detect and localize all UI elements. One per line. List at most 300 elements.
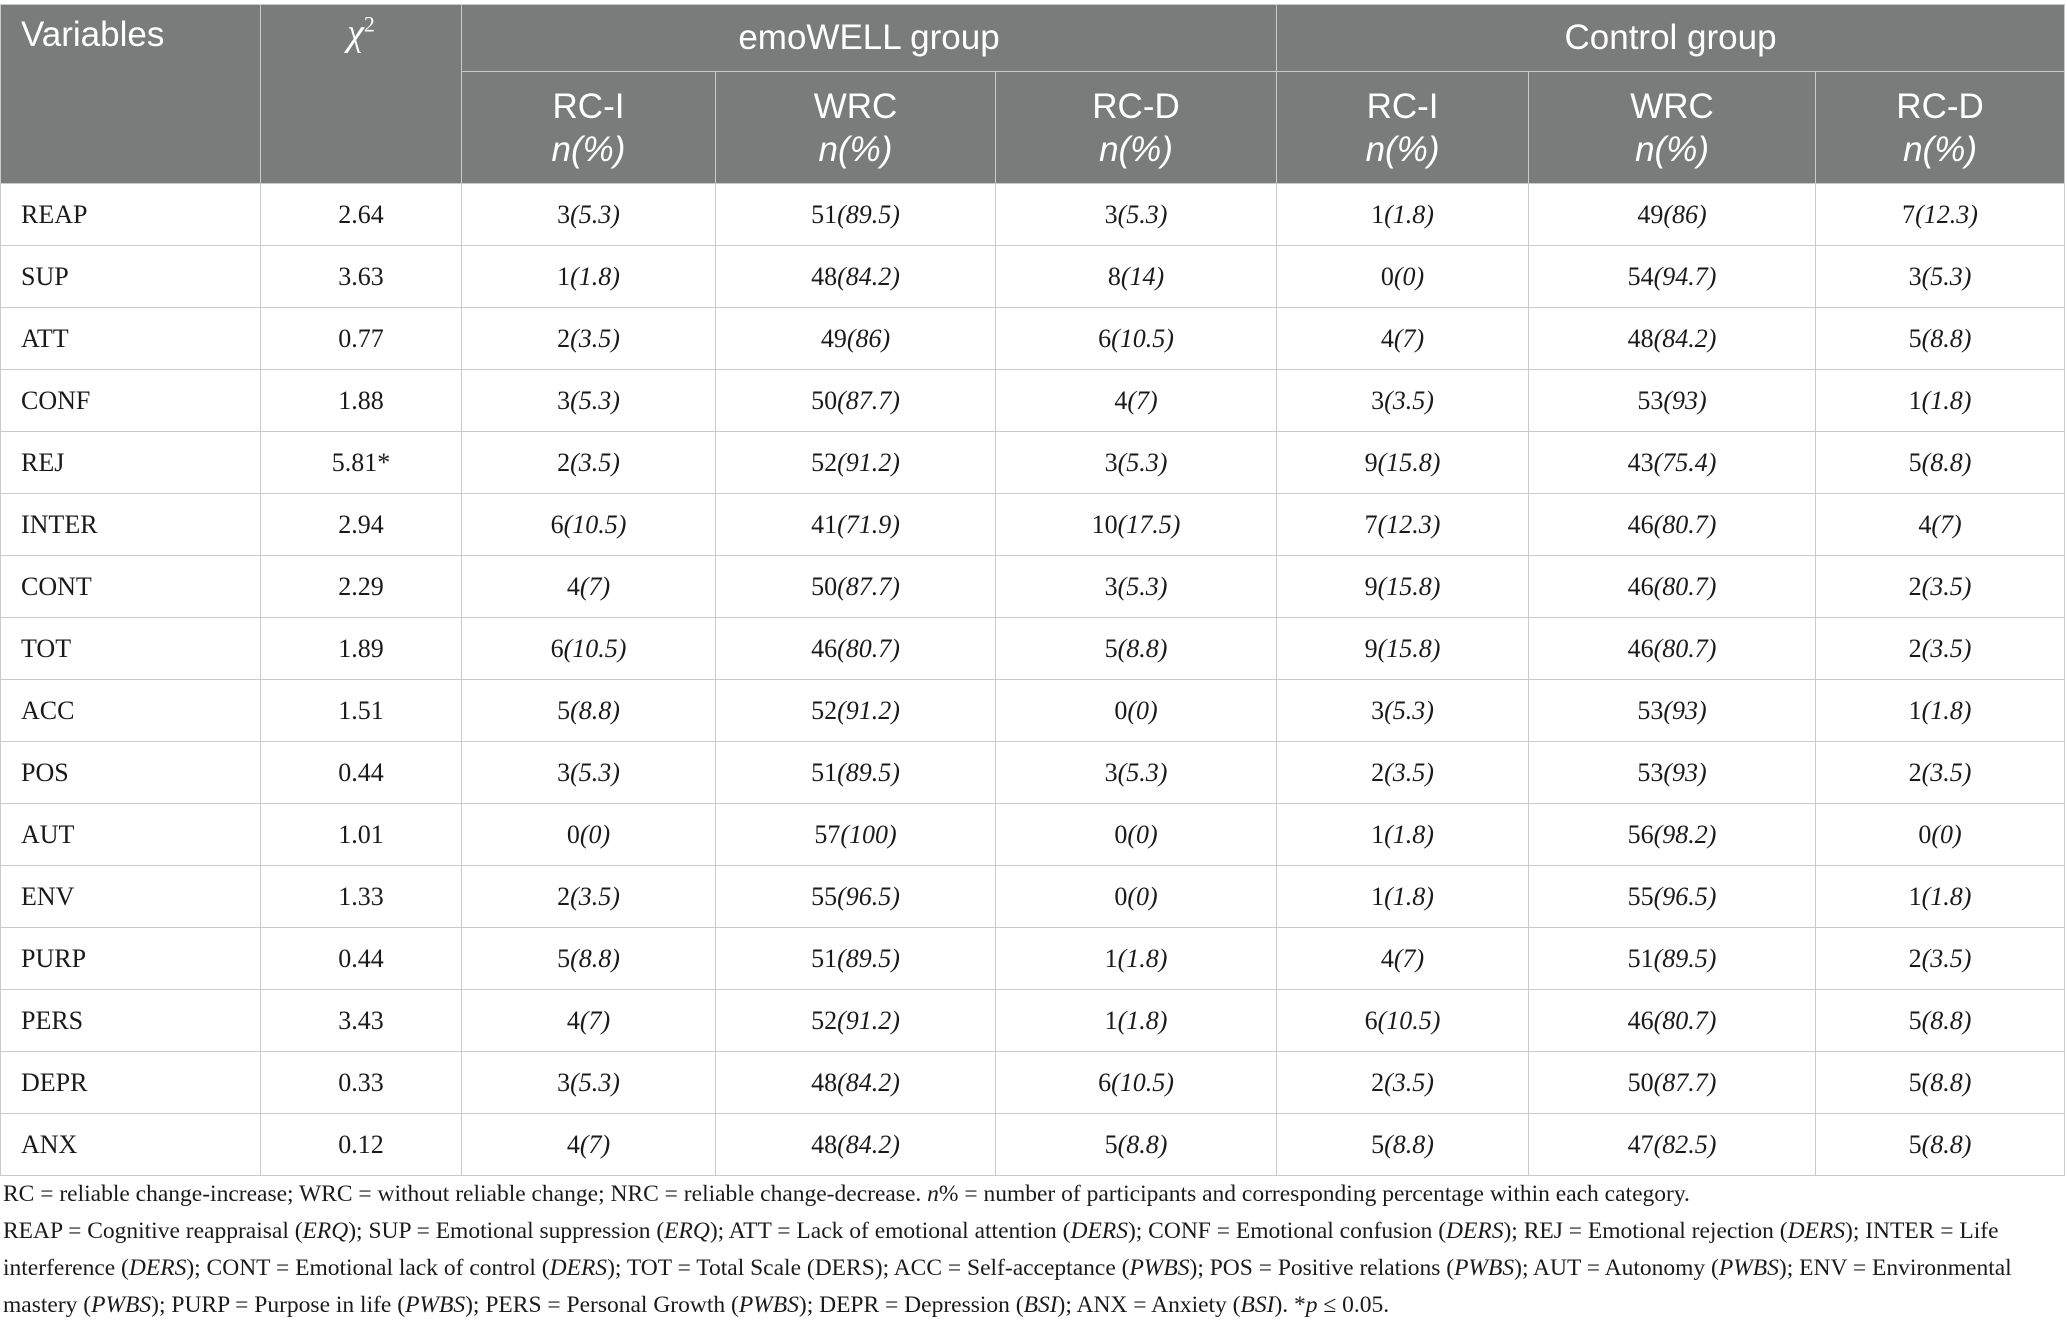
- cell-count: 2: [1908, 943, 1922, 973]
- cell-percent: (96.5): [837, 881, 900, 911]
- chi-superscript: 2: [363, 11, 375, 37]
- cell-variable: DEPR: [1, 1052, 261, 1114]
- cell-count-percent: [1816, 246, 2065, 308]
- cell-percent: (5.3): [1117, 571, 1168, 601]
- cell-count: 4: [1918, 509, 1932, 539]
- footnote-text: ); TOT = Total Scale (DERS); ACC = Self-acceptance (: [607, 1255, 1130, 1281]
- cell-percent: (3.5): [570, 323, 620, 353]
- cell-count-percent: [1816, 370, 2065, 432]
- cell-count: 48: [811, 1129, 838, 1159]
- cell-count: 10: [1091, 509, 1118, 539]
- table-row: [1, 432, 2065, 494]
- cell-count: 4: [1114, 385, 1128, 415]
- header-group-control: Control group: [1277, 5, 2065, 72]
- cell-percent: (1.8): [1384, 881, 1434, 911]
- cell-percent: (82.5): [1653, 1129, 1717, 1159]
- cell-percent: (3.5): [1921, 943, 1972, 973]
- footnote-abbreviations-change: [3, 1176, 2063, 1213]
- cell-chi-square: 3.63: [261, 246, 462, 308]
- table-row: [1, 556, 2065, 618]
- cell-percent: (91.2): [837, 695, 900, 725]
- cell-count: 50: [1627, 1067, 1654, 1097]
- cell-count-percent: [996, 246, 1277, 308]
- cell-variable: CONF: [1, 370, 261, 432]
- cell-count-percent: [996, 928, 1277, 990]
- cell-count: 8: [1107, 261, 1121, 291]
- table-row: [1, 990, 2065, 1052]
- footnote-text: ); INTER = Life interference (: [3, 1218, 1999, 1281]
- cell-count-percent: [996, 990, 1277, 1052]
- cell-count: 1: [1104, 943, 1118, 973]
- cell-count-percent: [1277, 1114, 1529, 1176]
- cell-percent: (87.7): [837, 571, 900, 601]
- footnote-italic-term: PWBS: [405, 1292, 466, 1318]
- header-chi-square: [261, 5, 462, 184]
- cell-count: 4: [1380, 323, 1394, 353]
- cell-percent: (7): [1931, 509, 1962, 539]
- subcolumn-unit: n(%): [551, 129, 626, 169]
- cell-count-percent: [996, 432, 1277, 494]
- cell-count-percent: [1277, 866, 1529, 928]
- footnote-text: ). *: [1274, 1292, 1306, 1318]
- subcolumn-unit: n(%): [1903, 129, 1977, 169]
- cell-count: 1: [1104, 1005, 1118, 1035]
- cell-count-percent: [716, 370, 996, 432]
- footnote-italic-term: PWBS: [1129, 1255, 1190, 1281]
- cell-percent: (7): [579, 571, 611, 601]
- cell-percent: (96.5): [1653, 881, 1717, 911]
- cell-percent: (84.2): [837, 261, 900, 291]
- cell-count: 9: [1364, 571, 1378, 601]
- cell-count-percent: [462, 308, 716, 370]
- cell-count-percent: [1277, 804, 1529, 866]
- cell-count: 6: [550, 509, 564, 539]
- footnote-abbreviations-variables: [3, 1213, 2063, 1324]
- subcolumn-label: RC-I: [552, 86, 625, 126]
- cell-percent: (80.7): [1653, 633, 1717, 663]
- cell-count-percent: [1816, 804, 2065, 866]
- cell-percent: (1.8): [1921, 881, 1972, 911]
- cell-count: 50: [811, 385, 838, 415]
- cell-count-percent: [1816, 1052, 2065, 1114]
- cell-count: 3: [557, 757, 571, 787]
- footnote-italic-term: DERS: [1446, 1218, 1504, 1244]
- cell-count: 46: [1627, 1005, 1654, 1035]
- cell-count: 1: [1908, 385, 1922, 415]
- cell-count-percent: [1529, 1052, 1816, 1114]
- cell-percent: (12.3): [1915, 199, 1978, 229]
- cell-count-percent: [1277, 680, 1529, 742]
- cell-count: 5: [1104, 633, 1118, 663]
- subcolumn-label: WRC: [813, 86, 898, 126]
- cell-percent: (1.8): [1921, 385, 1972, 415]
- header-subcolumn: [462, 72, 716, 184]
- cell-percent: (0): [1931, 819, 1962, 849]
- cell-count: 41: [811, 509, 838, 539]
- cell-percent: (3.5): [1921, 633, 1972, 663]
- cell-variable: TOT: [1, 618, 261, 680]
- cell-count: 48: [811, 1067, 838, 1097]
- cell-percent: (8.8): [1921, 1005, 1972, 1035]
- cell-count-percent: [716, 556, 996, 618]
- cell-chi-square: 1.01: [261, 804, 462, 866]
- cell-count-percent: [1277, 494, 1529, 556]
- cell-percent: (15.8): [1377, 633, 1441, 663]
- cell-count: 7: [1902, 199, 1916, 229]
- cell-count: 3: [1104, 757, 1118, 787]
- cell-count-percent: [716, 184, 996, 246]
- cell-count-percent: [462, 804, 716, 866]
- cell-percent: (0): [1393, 261, 1425, 291]
- cell-count: 1: [1371, 819, 1385, 849]
- footnote-italic-term: PWBS: [91, 1292, 152, 1318]
- cell-percent: (80.7): [837, 633, 900, 663]
- cell-variable: POS: [1, 742, 261, 804]
- cell-variable: REJ: [1, 432, 261, 494]
- cell-count-percent: [716, 1052, 996, 1114]
- footnote-italic-term: ERQ: [664, 1218, 710, 1244]
- cell-count-percent: [1277, 742, 1529, 804]
- footnote-italic-term: DERS: [549, 1255, 608, 1281]
- cell-count: 5: [1908, 323, 1922, 353]
- cell-percent: (75.4): [1653, 447, 1717, 477]
- cell-count-percent: [1277, 556, 1529, 618]
- header-variables-label: Variables: [21, 15, 165, 54]
- cell-percent: (1.8): [1384, 199, 1434, 229]
- cell-count-percent: [716, 618, 996, 680]
- table-body: [1, 184, 2065, 1176]
- footnote-italic-term: ERQ: [302, 1218, 349, 1244]
- cell-count: 52: [811, 695, 838, 725]
- cell-variable: PERS: [1, 990, 261, 1052]
- footnote-text: ); ANX = Anxiety (: [1057, 1292, 1241, 1318]
- cell-count-percent: [462, 1114, 716, 1176]
- cell-chi-square: 1.33: [261, 866, 462, 928]
- table-footnotes: [3, 1176, 2063, 1324]
- cell-count: 9: [1364, 633, 1378, 663]
- cell-percent: (8.8): [570, 943, 620, 973]
- cell-count: 55: [811, 881, 838, 911]
- cell-count: 54: [1627, 261, 1654, 291]
- cell-count-percent: [996, 184, 1277, 246]
- cell-percent: (0): [1127, 881, 1158, 911]
- cell-percent: (5.3): [1117, 757, 1168, 787]
- cell-percent: (0): [579, 819, 611, 849]
- header-subcolumn: [716, 72, 996, 184]
- footnote-text: REAP = Cognitive reappraisal (: [3, 1218, 303, 1244]
- table-row: [1, 308, 2065, 370]
- cell-count-percent: [1816, 184, 2065, 246]
- table-row: [1, 928, 2065, 990]
- table-row: [1, 866, 2065, 928]
- cell-count: 1: [1371, 881, 1385, 911]
- cell-chi-square: 2.29: [261, 556, 462, 618]
- cell-percent: (93): [1663, 385, 1707, 415]
- cell-count-percent: [1529, 1114, 1816, 1176]
- cell-count: 5: [557, 695, 571, 725]
- cell-count: 46: [1627, 633, 1654, 663]
- cell-percent: (91.2): [837, 447, 900, 477]
- reliable-change-table: [0, 4, 2065, 1176]
- cell-count: 2: [1371, 757, 1385, 787]
- cell-count-percent: [1529, 556, 1816, 618]
- cell-count: 4: [566, 571, 580, 601]
- cell-percent: (1.8): [1921, 695, 1972, 725]
- cell-count: 1: [1371, 199, 1385, 229]
- cell-percent: (5.3): [1117, 199, 1168, 229]
- cell-count: 3: [557, 385, 571, 415]
- cell-count-percent: [1529, 928, 1816, 990]
- cell-count-percent: [716, 866, 996, 928]
- cell-percent: (80.7): [1653, 509, 1717, 539]
- cell-count-percent: [462, 866, 716, 928]
- cell-count-percent: [1816, 680, 2065, 742]
- cell-count-percent: [1816, 742, 2065, 804]
- cell-count-percent: [462, 742, 716, 804]
- cell-count-percent: [1529, 370, 1816, 432]
- cell-count-percent: [1277, 432, 1529, 494]
- cell-count-percent: [1277, 618, 1529, 680]
- cell-percent: (89.5): [1653, 943, 1717, 973]
- cell-count-percent: [716, 680, 996, 742]
- cell-chi-square: 1.51: [261, 680, 462, 742]
- cell-count-percent: [996, 1052, 1277, 1114]
- table-row: [1, 618, 2065, 680]
- footnote-italic-term: n: [927, 1181, 939, 1207]
- cell-percent: (14): [1120, 261, 1165, 291]
- cell-percent: (7): [1393, 323, 1425, 353]
- subcolumn-label: RC-D: [1896, 86, 1984, 126]
- cell-count: 3: [557, 199, 571, 229]
- cell-count: 2: [1371, 1067, 1385, 1097]
- cell-count: 2: [557, 447, 571, 477]
- cell-count: 53: [1637, 385, 1664, 415]
- cell-count: 46: [1627, 571, 1654, 601]
- footnote-italic-term: PWBS: [1454, 1255, 1515, 1281]
- cell-variable: PURP: [1, 928, 261, 990]
- footnote-text: ); CONT = Emotional lack of control (: [186, 1255, 550, 1281]
- footnote-text: ); REJ = Emotional rejection (: [1503, 1218, 1788, 1244]
- cell-count: 55: [1627, 881, 1654, 911]
- cell-count-percent: [462, 1052, 716, 1114]
- footnote-text: RC = reliable change-increase; WRC = without reliable change; NRC = reliable change-decrease.: [3, 1181, 928, 1207]
- cell-percent: (12.3): [1377, 509, 1441, 539]
- cell-percent: (8.8): [1921, 1067, 1972, 1097]
- footnote-italic-term: p: [1305, 1292, 1318, 1318]
- cell-count: 3: [1104, 571, 1118, 601]
- cell-percent: (15.8): [1377, 571, 1441, 601]
- cell-count: 0: [1114, 695, 1128, 725]
- cell-count: 2: [557, 881, 571, 911]
- cell-count: 6: [550, 633, 564, 663]
- cell-count: 0: [566, 819, 580, 849]
- cell-count-percent: [462, 370, 716, 432]
- footnote-text: ); PERS = Personal Growth (: [465, 1292, 739, 1318]
- cell-percent: (5.3): [570, 1067, 620, 1097]
- cell-count: 2: [1908, 571, 1922, 601]
- footnote-text: ); POS = Positive relations (: [1189, 1255, 1455, 1281]
- cell-percent: (7): [1127, 385, 1158, 415]
- cell-count: 1: [1908, 695, 1922, 725]
- cell-count-percent: [462, 246, 716, 308]
- cell-count-percent: [1277, 990, 1529, 1052]
- footnote-text: ); ATT = Lack of emotional attention (: [709, 1218, 1071, 1244]
- cell-count: 47: [1627, 1129, 1654, 1159]
- cell-count: 46: [1627, 509, 1654, 539]
- cell-percent: (89.5): [837, 757, 900, 787]
- cell-percent: (8.8): [1921, 1129, 1972, 1159]
- cell-count-percent: [1816, 308, 2065, 370]
- cell-percent: (1.8): [1117, 1005, 1168, 1035]
- subcolumn-label: WRC: [1630, 86, 1714, 126]
- cell-count: 5: [1908, 1129, 1922, 1159]
- cell-count-percent: [716, 308, 996, 370]
- footnote-italic-term: DERS: [1787, 1218, 1845, 1244]
- footnote-italic-term: BSI: [1023, 1292, 1058, 1318]
- cell-count: 50: [811, 571, 838, 601]
- cell-chi-square: 1.88: [261, 370, 462, 432]
- cell-count-percent: [996, 556, 1277, 618]
- cell-count: 6: [1098, 323, 1112, 353]
- cell-count-percent: [996, 804, 1277, 866]
- cell-count-percent: [462, 494, 716, 556]
- cell-count-percent: [1277, 928, 1529, 990]
- cell-count-percent: [1529, 866, 1816, 928]
- cell-percent: (3.5): [1921, 757, 1972, 787]
- cell-count-percent: [1277, 1052, 1529, 1114]
- cell-percent: (93): [1663, 757, 1707, 787]
- cell-count-percent: [462, 184, 716, 246]
- cell-percent: (10.5): [563, 509, 627, 539]
- cell-count-percent: [1277, 370, 1529, 432]
- subcolumn-label: RC-D: [1092, 86, 1180, 126]
- cell-chi-square: 0.44: [261, 928, 462, 990]
- subcolumn-unit: n(%): [1635, 129, 1709, 169]
- cell-count-percent: [462, 680, 716, 742]
- cell-variable: ATT: [1, 308, 261, 370]
- cell-count: 43: [1627, 447, 1654, 477]
- table-row: [1, 184, 2065, 246]
- cell-count: 9: [1364, 447, 1378, 477]
- cell-chi-square: 0.77: [261, 308, 462, 370]
- cell-percent: (5.3): [1117, 447, 1168, 477]
- cell-percent: (87.7): [837, 385, 900, 415]
- cell-count-percent: [1529, 990, 1816, 1052]
- footnote-text: ); CONF = Emotional confusion (: [1127, 1218, 1447, 1244]
- cell-count: 5: [1104, 1129, 1118, 1159]
- footnote-text: % = number of participants and corresponding percentage within each category.: [938, 1181, 1690, 1207]
- cell-count: 57: [814, 819, 841, 849]
- cell-count: 48: [1627, 323, 1654, 353]
- cell-count-percent: [1816, 1114, 2065, 1176]
- cell-percent: (8.8): [1117, 633, 1168, 663]
- cell-count: 3: [1371, 695, 1385, 725]
- cell-percent: (5.3): [1384, 695, 1434, 725]
- cell-count-percent: [1277, 308, 1529, 370]
- header-subcolumn: [996, 72, 1277, 184]
- header-subcolumn: [1277, 72, 1529, 184]
- cell-count: 53: [1637, 757, 1664, 787]
- cell-count: 2: [1908, 757, 1922, 787]
- table-row: [1, 1114, 2065, 1176]
- table-header: [1, 5, 2065, 184]
- cell-percent: (7): [1393, 943, 1425, 973]
- cell-percent: (8.8): [1921, 323, 1972, 353]
- cell-count: 3: [1104, 447, 1118, 477]
- footnote-text: ); DEPR = Depression (: [798, 1292, 1024, 1318]
- cell-percent: (17.5): [1117, 509, 1181, 539]
- cell-count-percent: [996, 370, 1277, 432]
- cell-count-percent: [996, 618, 1277, 680]
- cell-count: 51: [811, 943, 838, 973]
- cell-percent: (8.8): [1117, 1129, 1168, 1159]
- header-group-emowell: emoWELL group: [462, 5, 1277, 72]
- header-subcolumn: [1529, 72, 1816, 184]
- cell-count: 3: [1908, 261, 1922, 291]
- cell-percent: (100): [840, 819, 897, 849]
- cell-count: 4: [1380, 943, 1394, 973]
- cell-count: 3: [1371, 385, 1385, 415]
- cell-count-percent: [1816, 494, 2065, 556]
- footnote-text: ); ENV = Environmental mastery (: [3, 1255, 2012, 1318]
- subcolumn-unit: n(%): [1099, 129, 1173, 169]
- cell-count-percent: [1529, 184, 1816, 246]
- cell-variable: INTER: [1, 494, 261, 556]
- cell-percent: (5.3): [570, 757, 620, 787]
- cell-count-percent: [1529, 308, 1816, 370]
- cell-count-percent: [1529, 804, 1816, 866]
- cell-count-percent: [716, 990, 996, 1052]
- cell-percent: (0): [1127, 819, 1158, 849]
- cell-count-percent: [1816, 618, 2065, 680]
- cell-percent: (8.8): [1384, 1129, 1434, 1159]
- cell-count: 51: [811, 757, 838, 787]
- cell-count-percent: [996, 742, 1277, 804]
- cell-percent: (93): [1663, 695, 1707, 725]
- cell-count-percent: [716, 1114, 996, 1176]
- cell-count: 5: [1371, 1129, 1385, 1159]
- cell-percent: (0): [1127, 695, 1158, 725]
- cell-count: 1: [557, 261, 571, 291]
- cell-count: 5: [1908, 1005, 1922, 1035]
- cell-percent: (5.3): [570, 199, 620, 229]
- cell-percent: (15.8): [1377, 447, 1441, 477]
- footnote-italic-term: DERS: [1070, 1218, 1128, 1244]
- cell-percent: (3.5): [1384, 757, 1434, 787]
- cell-percent: (71.9): [837, 509, 900, 539]
- cell-count: 5: [1908, 447, 1922, 477]
- cell-count: 0: [1918, 819, 1932, 849]
- cell-count-percent: [462, 432, 716, 494]
- footnote-text: ≤ 0.05.: [1317, 1292, 1390, 1318]
- cell-count: 2: [557, 323, 571, 353]
- cell-count-percent: [1816, 990, 2065, 1052]
- cell-count: 53: [1637, 695, 1664, 725]
- cell-count-percent: [462, 618, 716, 680]
- cell-count: 0: [1114, 819, 1128, 849]
- table-row: [1, 1052, 2065, 1114]
- cell-count-percent: [1529, 680, 1816, 742]
- cell-count-percent: [1529, 618, 1816, 680]
- cell-percent: (91.2): [837, 1005, 900, 1035]
- cell-count-percent: [996, 1114, 1277, 1176]
- footnote-text: ); SUP = Emotional suppression (: [348, 1218, 665, 1244]
- footnote-italic-term: DERS: [128, 1255, 187, 1281]
- cell-variable: AUT: [1, 804, 261, 866]
- subcolumn-label: RC-I: [1366, 86, 1439, 126]
- cell-count-percent: [1277, 246, 1529, 308]
- cell-count-percent: [996, 866, 1277, 928]
